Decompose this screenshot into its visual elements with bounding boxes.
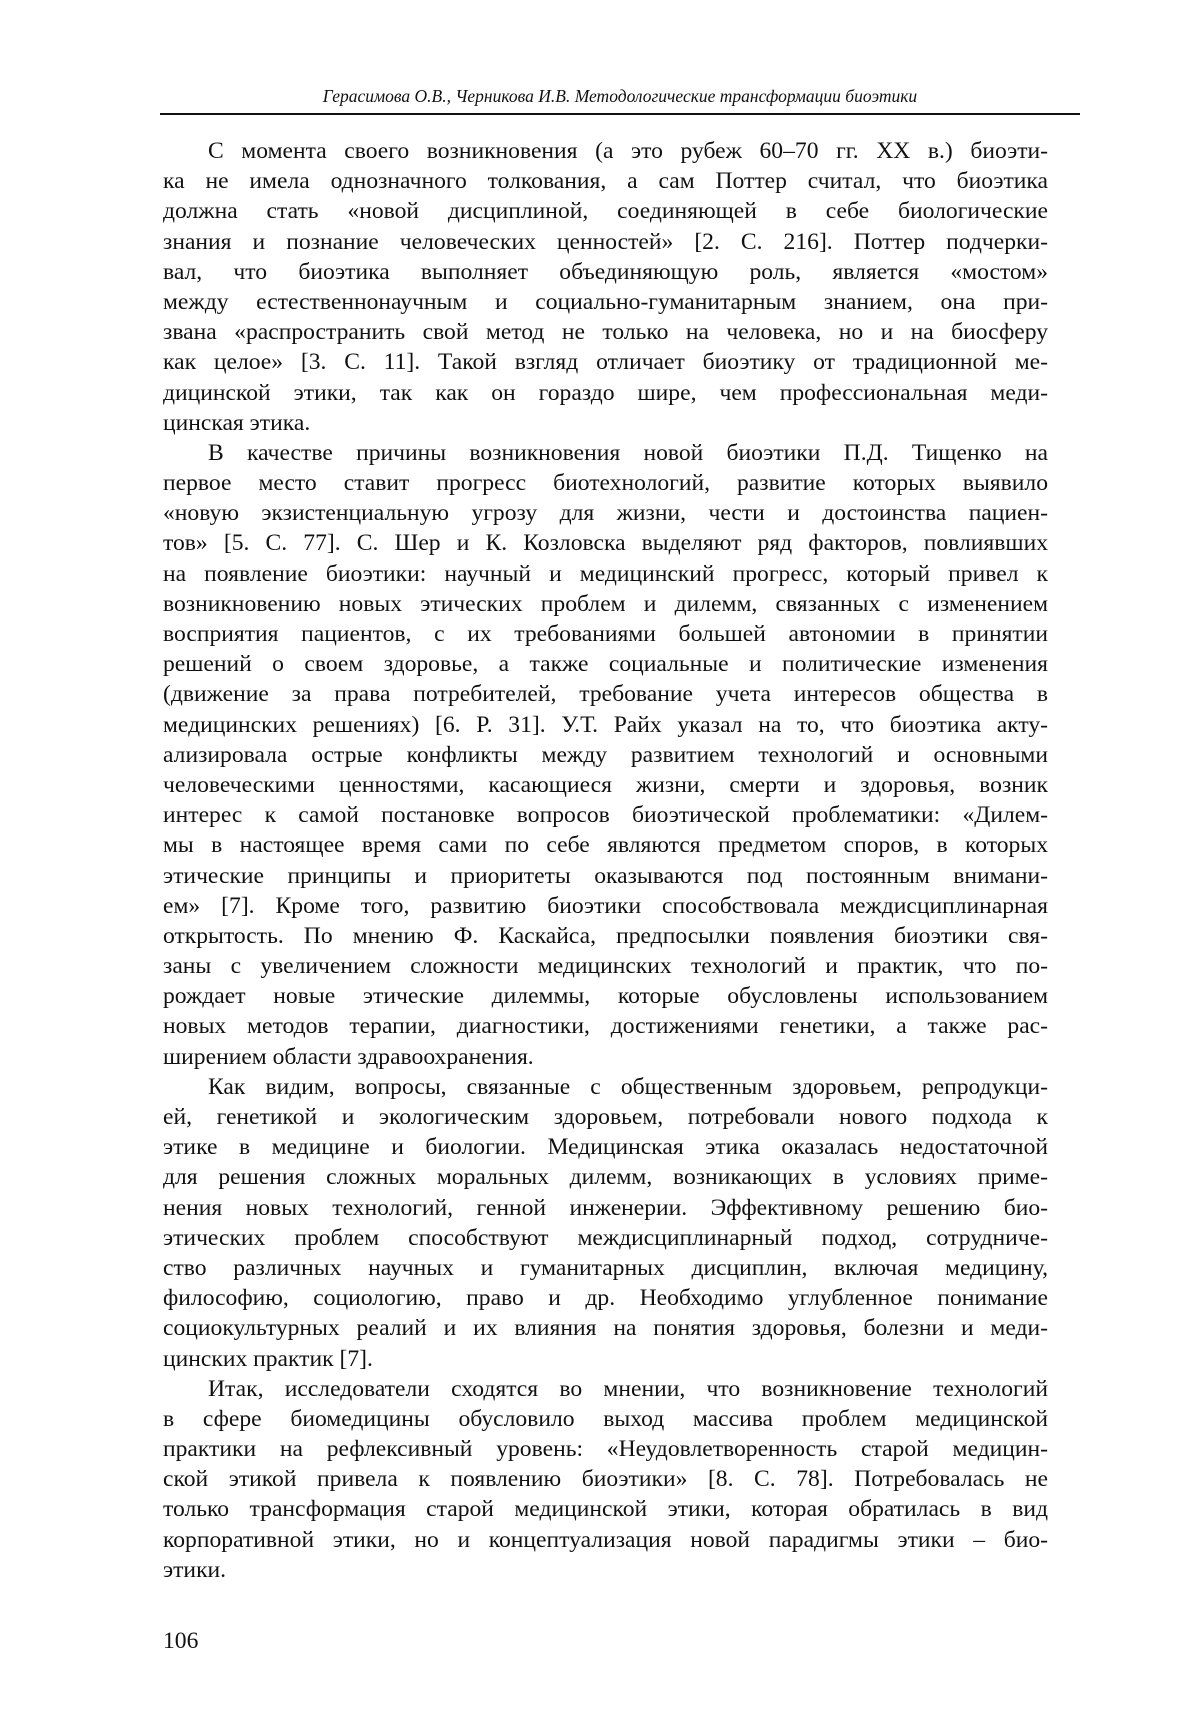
text-line: восприятия пациентов, с их требованиями большей автономии в принятии [163, 621, 1048, 647]
article-body [163, 136, 1048, 1585]
page-number: 106 [163, 1628, 199, 1654]
text-line: открытость. По мнению Ф. Каскайса, предпосылки появления биоэтики свя- [163, 922, 1048, 949]
text-line: цинская этика. [163, 409, 311, 436]
text-line: нения новых технологий, генной инженерии. Эффективному решению био- [163, 1194, 1048, 1221]
text-line: первое место ставит прогресс биотехнологий, развитие которых выявило [163, 470, 1048, 497]
paragraph [163, 136, 1048, 438]
text-line: решений о своем здоровье, а также социальные и политические изменения [163, 651, 1048, 678]
text-line: (движение за права потребителей, требование учета интересов общества в [163, 681, 1048, 708]
text-line: новых методов терапии, диагностики, достижениями генетики, а также рас- [163, 1013, 1048, 1040]
text-line: дицинской этики, так как он гораздо шире, чем профессиональная меди- [163, 379, 1048, 406]
text-line: тов» [5. С. 77]. С. Шер и К. Козловска выделяют ряд факторов, повлиявших [163, 530, 1048, 557]
text-line: философию, социологию, право и др. Необходимо углубленное понимание [163, 1285, 1048, 1312]
text-line: только трансформация старой медицинской этики, которая обратилась в вид [163, 1496, 1048, 1523]
text-line: звана «распространить свой метод не только на человека, но и на биосферу [163, 319, 1048, 346]
paragraph [163, 1072, 1048, 1374]
paragraph [163, 1374, 1048, 1585]
text-line: заны с увеличением сложности медицинских технологий и практик, что по- [163, 953, 1048, 980]
text-line: этике в медицине и биологии. Медицинская этика оказалась недостаточной [163, 1134, 1048, 1161]
text-line: человеческими ценностями, касающиеся жизни, смерти и здоровья, возник [163, 771, 1048, 798]
text-line: знания и познание человеческих ценностей» [2. С. 216]. Поттер подчерки- [163, 228, 1048, 255]
text-line: корпоративной этики, но и концептуализация новой парадигмы этики – био- [163, 1526, 1048, 1553]
running-header: Герасимова О.В., Черникова И.В. Методологические трансформации биоэтики [322, 86, 918, 106]
text-line: ство различных научных и гуманитарных дисциплин, включая медицину, [163, 1254, 1048, 1281]
text-line: вал, что биоэтика выполняет объединяющую роль, является «мостом» [163, 258, 1048, 285]
text-line: С момента своего возникновения (а это рубеж 60–70 гг. XX в.) биоэти- [208, 138, 1048, 164]
text-line: ширением области здравоохранения. [163, 1043, 534, 1070]
header-rule [160, 113, 1080, 115]
text-line: Как видим, вопросы, связанные с общественным здоровьем, репродукци- [208, 1073, 1048, 1100]
text-line: возникновению новых этических проблем и дилемм, связанных с изменением [163, 590, 1048, 617]
text-line: в сфере биомедицины обусловило выход массива проблем медицинской [163, 1405, 1048, 1432]
text-line: ем» [7]. Кроме того, развитию биоэтики способствовала междисциплинарная [163, 892, 1048, 919]
text-line: этики. [163, 1556, 227, 1583]
text-line: В качестве причины возникновения новой биоэтики П.Д. Тищенко на [208, 439, 1048, 466]
text-line: для решения сложных моральных дилемм, возникающих в условиях приме- [163, 1164, 1048, 1191]
paragraph [163, 438, 1048, 1072]
text-line: ка не имела однозначного толкования, а сам Поттер считал, что биоэтика [163, 168, 1048, 195]
text-line: между естественнонаучным и социально-гуманитарным знанием, она при- [163, 288, 1048, 315]
text-line: должна стать «новой дисциплиной, соединяющей в себе биологические [163, 198, 1048, 225]
text-line: как целое» [3. С. 11]. Такой взгляд отличает биоэтику от традиционной ме- [163, 349, 1048, 376]
text-line: интерес к самой постановке вопросов биоэтической проблематики: «Дилем- [163, 802, 1048, 829]
text-line: ской этикой привела к появлению биоэтики» [8. С. 78]. Потребовалась не [163, 1466, 1048, 1493]
text-line: практики на рефлексивный уровень: «Неудовлетворенность старой медицин- [163, 1436, 1048, 1463]
text-line: ализировала острые конфликты между развитием технологий и основными [163, 741, 1048, 768]
text-line: медицинских решениях) [6. P. 31]. У.Т. Райх указал на то, что биоэтика акту- [163, 711, 1048, 738]
text-line: на появление биоэтики: научный и медицинский прогресс, который привел к [163, 560, 1048, 587]
text-line: этические принципы и приоритеты оказываются под постоянным внимани- [163, 862, 1048, 889]
text-line: этических проблем способствуют междисциплинарный подход, сотрудниче- [163, 1224, 1048, 1251]
text-line: мы в настоящее время сами по себе являются предметом споров, в которых [163, 832, 1048, 859]
text-line: цинских практик [7]. [163, 1345, 373, 1372]
text-line: «новую экзистенциальную угрозу для жизни, чести и достоинства пациен- [163, 500, 1048, 527]
text-line: социокультурных реалий и их влияния на понятия здоровья, болезни и меди- [163, 1315, 1048, 1342]
text-line: ей, генетикой и экологическим здоровьем, потребовали нового подхода к [163, 1104, 1048, 1130]
text-line: Итак, исследователи сходятся во мнении, что возникновение технологий [208, 1375, 1048, 1402]
text-line: рождает новые этические дилеммы, которые обусловлены использованием [163, 983, 1048, 1010]
